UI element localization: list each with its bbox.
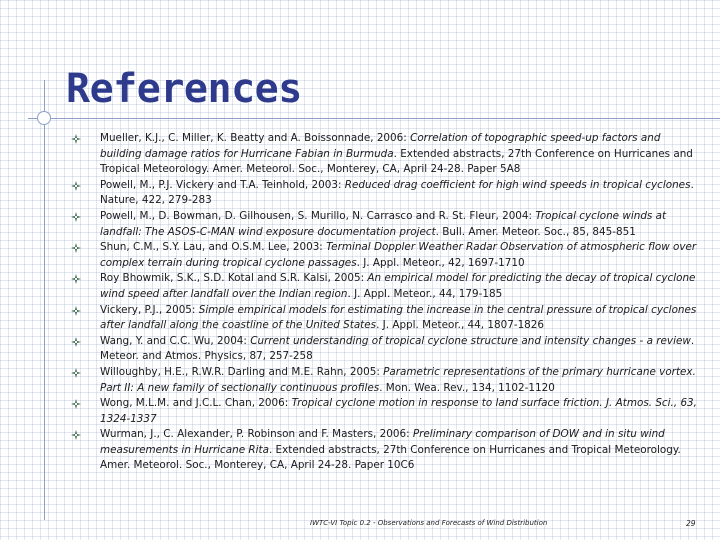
reference-list xyxy=(70,131,700,474)
reference-item xyxy=(70,240,700,271)
reference-item xyxy=(70,427,700,474)
reference-authors: Wurman, J., C. Alexander, P. Robinson and F. Masters, 2006: xyxy=(100,428,413,441)
reference-title: An empirical model for predicting the decay of tropical cyclone wind speed after landfall over the Indian region xyxy=(100,272,696,300)
reference-item xyxy=(70,131,700,178)
reference-title: Parametric representations of the primary hurricane vortex. Part II: A new family of sectionally continuous profiles xyxy=(100,365,696,394)
reference-title: Preliminary comparison of DOW and in situ wind measurements in Hurricane Rita xyxy=(100,428,665,456)
reference-item xyxy=(70,209,700,240)
reference-details: . Bull. Amer. Meteor. Soc., 85, 845-851 xyxy=(435,225,636,238)
reference-details: . Extended abstracts, 27th Conference on Hurricanes and Tropical Meteorology. Amer. Meteorol. Soc., Monterey, CA, April 24-28. Paper 10C6 xyxy=(100,443,681,472)
reference-authors: Vickery, P.J., 2005: xyxy=(100,303,199,316)
sparkle-bullet-icon xyxy=(71,306,81,316)
sparkle-bullet-icon xyxy=(71,134,81,144)
sparkle-bullet-icon xyxy=(71,399,81,409)
reference-authors: Roy Bhowmik, S.K., S.D. Kotal and S.R. Kalsi, 2005: xyxy=(100,272,368,285)
reference-item xyxy=(70,303,700,334)
reference-authors: Powell, M., D. Bowman, D. Gilhousen, S. Murillo, N. Carrasco and R. St. Fleur, 2004: xyxy=(100,209,536,222)
sparkle-bullet-icon xyxy=(71,430,81,440)
title-vertical-rule xyxy=(44,80,45,520)
reference-authors: Shun, C.M., S.Y. Lau, and O.S.M. Lee, 2003: xyxy=(100,241,327,254)
reference-authors: Powell, M., P.J. Vickery and T.A. Teinhold, 2003: xyxy=(100,178,345,191)
reference-item xyxy=(70,365,700,396)
reference-authors: Mueller, K.J., C. Miller, K. Beatty and A. Boissonnade, 2006: xyxy=(100,132,411,144)
reference-details: . Meteor. and Atmos. Physics, 87, 257-258 xyxy=(100,334,695,363)
title-rule xyxy=(28,118,720,119)
reference-details: . Mon. Wea. Rev., 134, 1102-1120 xyxy=(379,381,555,394)
sparkle-bullet-icon xyxy=(71,368,81,378)
reference-item xyxy=(70,178,700,209)
reference-authors: Willoughby, H.E., R.W.R. Darling and M.E. Rahn, 2005: xyxy=(100,365,384,378)
reference-details: . Nature, 422, 279-283 xyxy=(100,178,694,207)
reference-item xyxy=(70,271,700,302)
sparkle-bullet-icon xyxy=(71,337,81,347)
footer-text: IWTC-VI Topic 0.2 - Observations and Forecasts of Wind Distribution xyxy=(310,519,548,527)
reference-details: . J. Appl. Meteor., 44, 1807-1826 xyxy=(376,319,545,332)
page-number: 29 xyxy=(686,519,696,528)
reference-title: Simple empirical models for estimating the increase in the central pressure of tropical cyclones after landfall along the coastline of the United States xyxy=(100,303,697,332)
sparkle-bullet-icon xyxy=(71,181,81,191)
reference-details: . J. Appl. Meteor., 44, 179-185 xyxy=(347,287,503,300)
reference-authors: Wong, M.L.M. and J.C.L. Chan, 2006: xyxy=(100,397,292,410)
reference-authors: Wang, Y. and C.C. Wu, 2004: xyxy=(100,334,251,347)
reference-details: . Extended abstracts, 27th Conference on Hurricanes and Tropical Meteorology. Amer. Meteorol. Soc., Monterey, CA, April 24-28. Paper 5A8 xyxy=(100,147,693,176)
title-rule-ring xyxy=(37,111,51,125)
reference-title: Tropical cyclone motion in response to land surface friction. J. Atmos. Sci., 63, 1324-1337 xyxy=(100,397,697,425)
slide-title: References xyxy=(66,66,302,112)
reference-details: . J. Appl. Meteor., 42, 1697-1710 xyxy=(356,256,525,269)
reference-title: Correlation of topographic speed-up factors and building damage ratios for Hurricane Fabian in Burmuda xyxy=(100,132,661,160)
reference-item xyxy=(70,334,700,365)
reference-title: Terminal Doppler Weather Radar Observation of atmospheric flow over complex terrain during tropical cyclone passages xyxy=(100,241,697,269)
reference-title: Current understanding of tropical cyclone structure and intensity changes - a review xyxy=(250,334,691,347)
reference-title: Tropical cyclone winds at landfall: The ASOS-C-MAN wind exposure documentation project xyxy=(100,209,667,238)
reference-title: Reduced drag coefficient for high wind speeds in tropical cyclones xyxy=(344,178,691,191)
sparkle-bullet-icon xyxy=(71,274,81,284)
reference-item xyxy=(70,396,700,427)
sparkle-bullet-icon xyxy=(71,243,81,253)
sparkle-bullet-icon xyxy=(71,212,81,222)
